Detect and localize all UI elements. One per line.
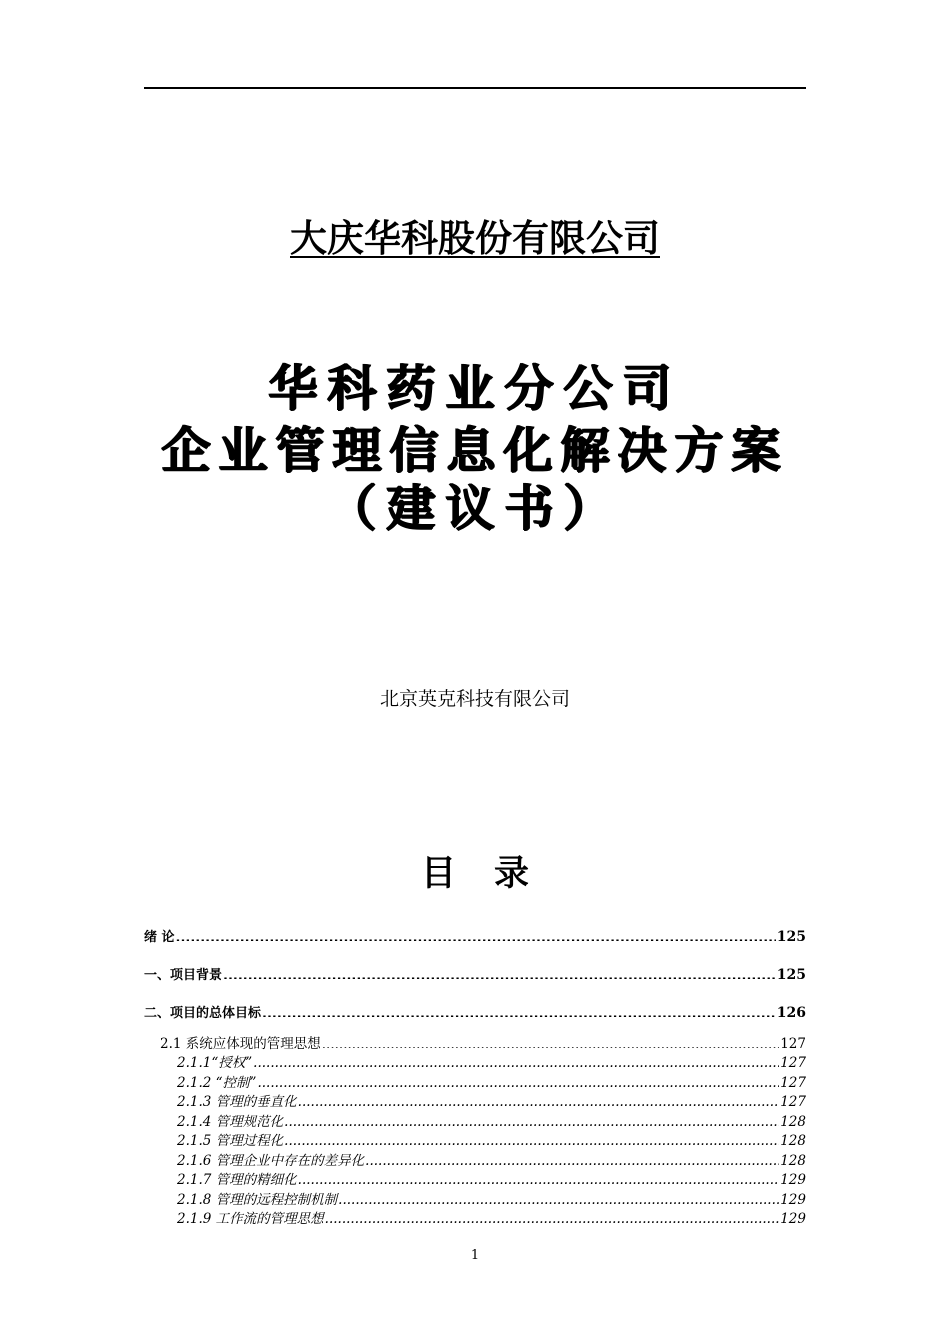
toc-entry-label: 2.1 系统应体现的管理思想 [160,1036,321,1052]
toc-leader [262,1004,776,1017]
toc-entry-page: 126 [776,1005,806,1021]
toc-entry-page: 127 [780,1074,806,1091]
toc-entry-page: 129 [780,1172,806,1188]
toc-entry[interactable] [144,926,806,964]
toc-entry-page: 125 [776,967,806,983]
toc-entry[interactable] [144,964,806,1002]
toc-entry[interactable] [144,1034,806,1054]
toc-entry-label: 二、项目的总体目标 [144,1006,262,1021]
company-name: 大庆华科股份有限公司 [290,217,660,260]
toc-entry-label: 2.1.7 管理的精细化 [177,1172,297,1188]
toc-entry-label: 2.1.8 管理的远程控制机制 [177,1191,338,1208]
toc-leader [325,1210,780,1224]
toc-entry[interactable] [144,1132,806,1152]
document-title-line-1: 华科药业分公司 [268,359,682,417]
toc-entry-page: 127 [780,1055,806,1071]
toc-heading-char-1: 目 [420,854,456,894]
toc-entry[interactable] [144,1191,806,1211]
toc-leader [338,1191,779,1205]
document-title-line-2: 企业管理信息化解决方案 [161,421,789,479]
toc-entry-label: 2.1.1“授权” [177,1055,253,1071]
toc-entry-label: 2.1.6 管理企业中存在的差异化 [177,1152,365,1169]
toc-entry-label: 2.1.3 管理的垂直化 [177,1094,297,1110]
toc-entry[interactable] [144,1152,806,1172]
page-number: 1 [470,1248,480,1263]
toc-leader [284,1113,779,1127]
toc-leader [176,928,776,941]
author-company: 北京英克科技有限公司 [379,688,570,710]
toc-entry-label: 2.1.4 管理规范化 [177,1113,284,1130]
toc-heading-char-2: 录 [494,854,530,894]
document-title-line-3: （建议书） [327,479,623,537]
toc-entry[interactable] [144,1210,806,1230]
toc-entry-label: 2.1.2 “控制” [177,1074,257,1091]
toc-entry-page: 129 [780,1211,806,1227]
toc-leader [365,1152,779,1166]
table-of-contents [144,926,806,1230]
toc-heading [0,846,950,896]
toc-entry-page: 125 [776,929,806,945]
toc-entry[interactable] [144,1113,806,1133]
toc-leader [284,1132,779,1146]
toc-entry-label: 一、项目背景 [144,968,223,983]
toc-entry-label: 绪 论 [144,930,175,945]
toc-entry-page: 129 [780,1191,806,1208]
toc-leader [257,1074,779,1088]
toc-entry-page: 128 [780,1152,806,1169]
toc-entry[interactable] [144,1002,806,1034]
toc-entry-label: 2.1.5 管理过程化 [177,1133,284,1149]
toc-leader [223,966,776,979]
toc-leader [322,1035,779,1049]
header-rule [144,87,806,89]
toc-entry-page: 127 [780,1036,806,1052]
toc-entry-page: 127 [780,1094,806,1110]
toc-entry-label: 2.1.9 工作流的管理思想 [177,1211,324,1227]
toc-entry[interactable] [144,1074,806,1094]
toc-entry[interactable] [144,1054,806,1074]
toc-leader [298,1093,780,1107]
toc-leader [298,1171,780,1185]
toc-entry[interactable] [144,1093,806,1113]
toc-entry[interactable] [144,1171,806,1191]
toc-entry-page: 128 [780,1113,806,1130]
toc-leader [253,1054,779,1068]
toc-entry-page: 128 [780,1133,806,1149]
